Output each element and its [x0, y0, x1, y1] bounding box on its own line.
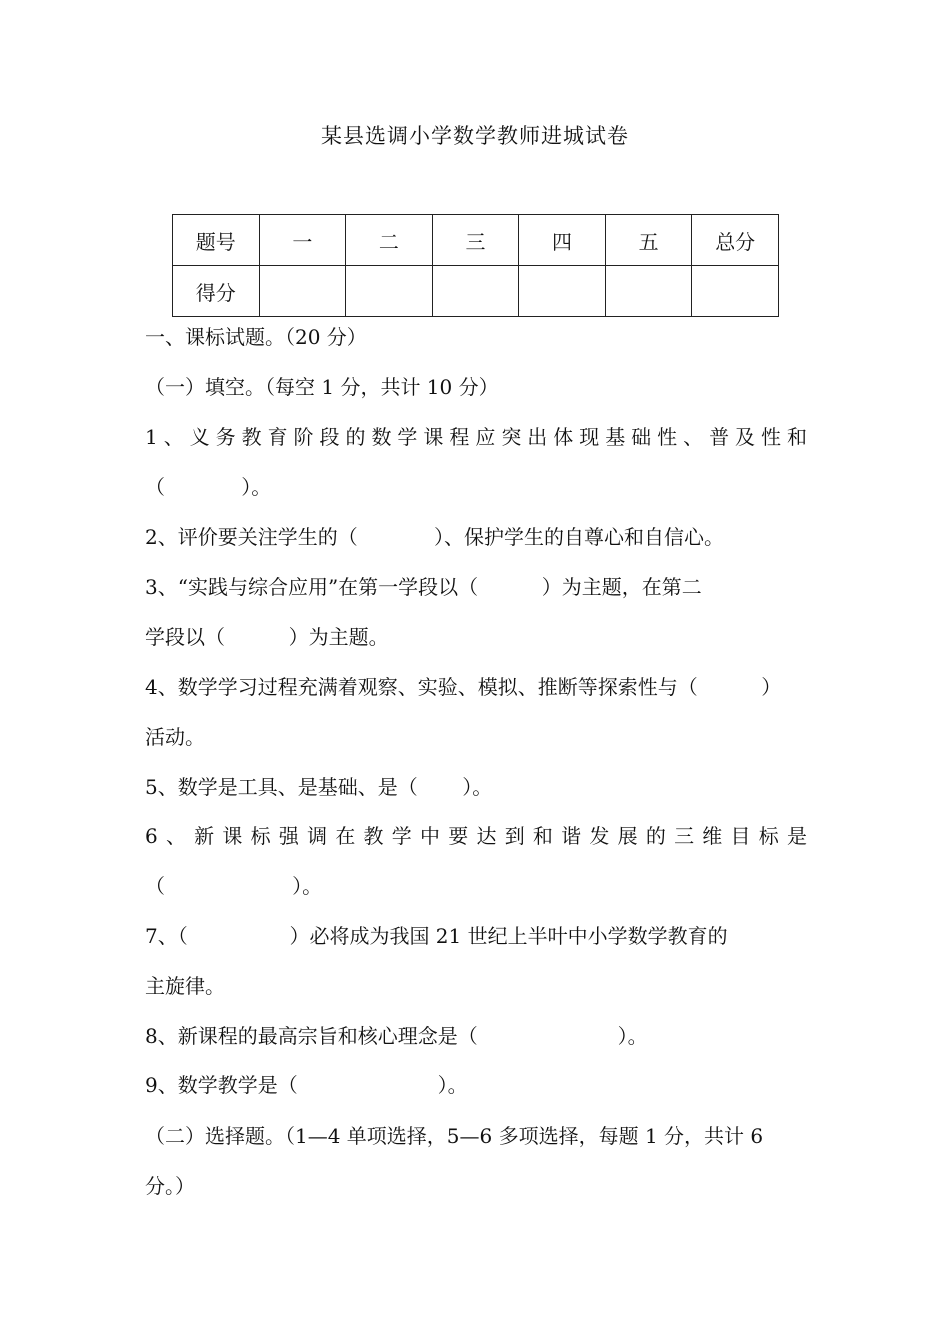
- score-cell[interactable]: [259, 266, 346, 317]
- question-text: 活动。: [145, 725, 205, 749]
- question-text: （ ）。: [145, 874, 323, 898]
- question-text: 8、新课程的最高宗旨和核心理念是（ ）。: [145, 1024, 648, 1048]
- score-cell[interactable]: [346, 266, 433, 317]
- page-title: 某县选调小学数学教师进城试卷: [321, 124, 629, 148]
- section-heading: 一、课标试题。（20 分）: [145, 325, 367, 349]
- table-cell: 三: [432, 215, 519, 266]
- score-cell[interactable]: [432, 266, 519, 317]
- question-text: 7、（ ）必将成为我国 21 世纪上半叶中小学数学教育的: [145, 924, 728, 948]
- table-cell: 四: [519, 215, 606, 266]
- question-text: 6、新课标强调在教学中要达到和谐发展的三维目标是: [145, 824, 807, 848]
- table-cell: 五: [605, 215, 692, 266]
- question-text: 学段以（ ）为主题。: [145, 625, 389, 649]
- subsection-heading: （二）选择题。（1—4 单项选择，5—6 多项选择，每题 1 分，共计 6: [145, 1124, 764, 1148]
- question-text: 4、数学学习过程充满着观察、实验、模拟、推断等探索性与（ ）: [145, 675, 782, 699]
- question-text: （ ）。: [145, 475, 272, 499]
- table-cell: 二: [346, 215, 433, 266]
- question-text: 主旋律。: [145, 974, 225, 998]
- table-cell: 总分: [692, 215, 779, 266]
- score-cell[interactable]: [605, 266, 692, 317]
- question-text: 2、评价要关注学生的（ ）、保护学生的自尊心和自信心。: [145, 525, 725, 549]
- score-table-score-row: [173, 266, 779, 317]
- question-text: 5、数学是工具、是基础、是（ ）。: [145, 775, 493, 799]
- question-text: 3、“实践与综合应用”在第一学段以（ ）为主题，在第二: [145, 575, 702, 599]
- score-table-header-row: [173, 215, 779, 266]
- question-text: 9、数学教学是（ ）。: [145, 1073, 468, 1097]
- table-cell: 题号: [173, 215, 260, 266]
- score-cell[interactable]: [519, 266, 606, 317]
- score-table: [172, 214, 779, 317]
- table-cell: 得分: [173, 266, 260, 317]
- subsection-heading: 分。）: [145, 1174, 195, 1198]
- table-cell: 一: [259, 215, 346, 266]
- score-cell[interactable]: [692, 266, 779, 317]
- question-text: 1、义务教育阶段的数学课程应突出体现基础性、普及性和: [145, 425, 807, 449]
- subsection-heading: （一）填空。（每空 1 分，共计 10 分）: [145, 375, 499, 399]
